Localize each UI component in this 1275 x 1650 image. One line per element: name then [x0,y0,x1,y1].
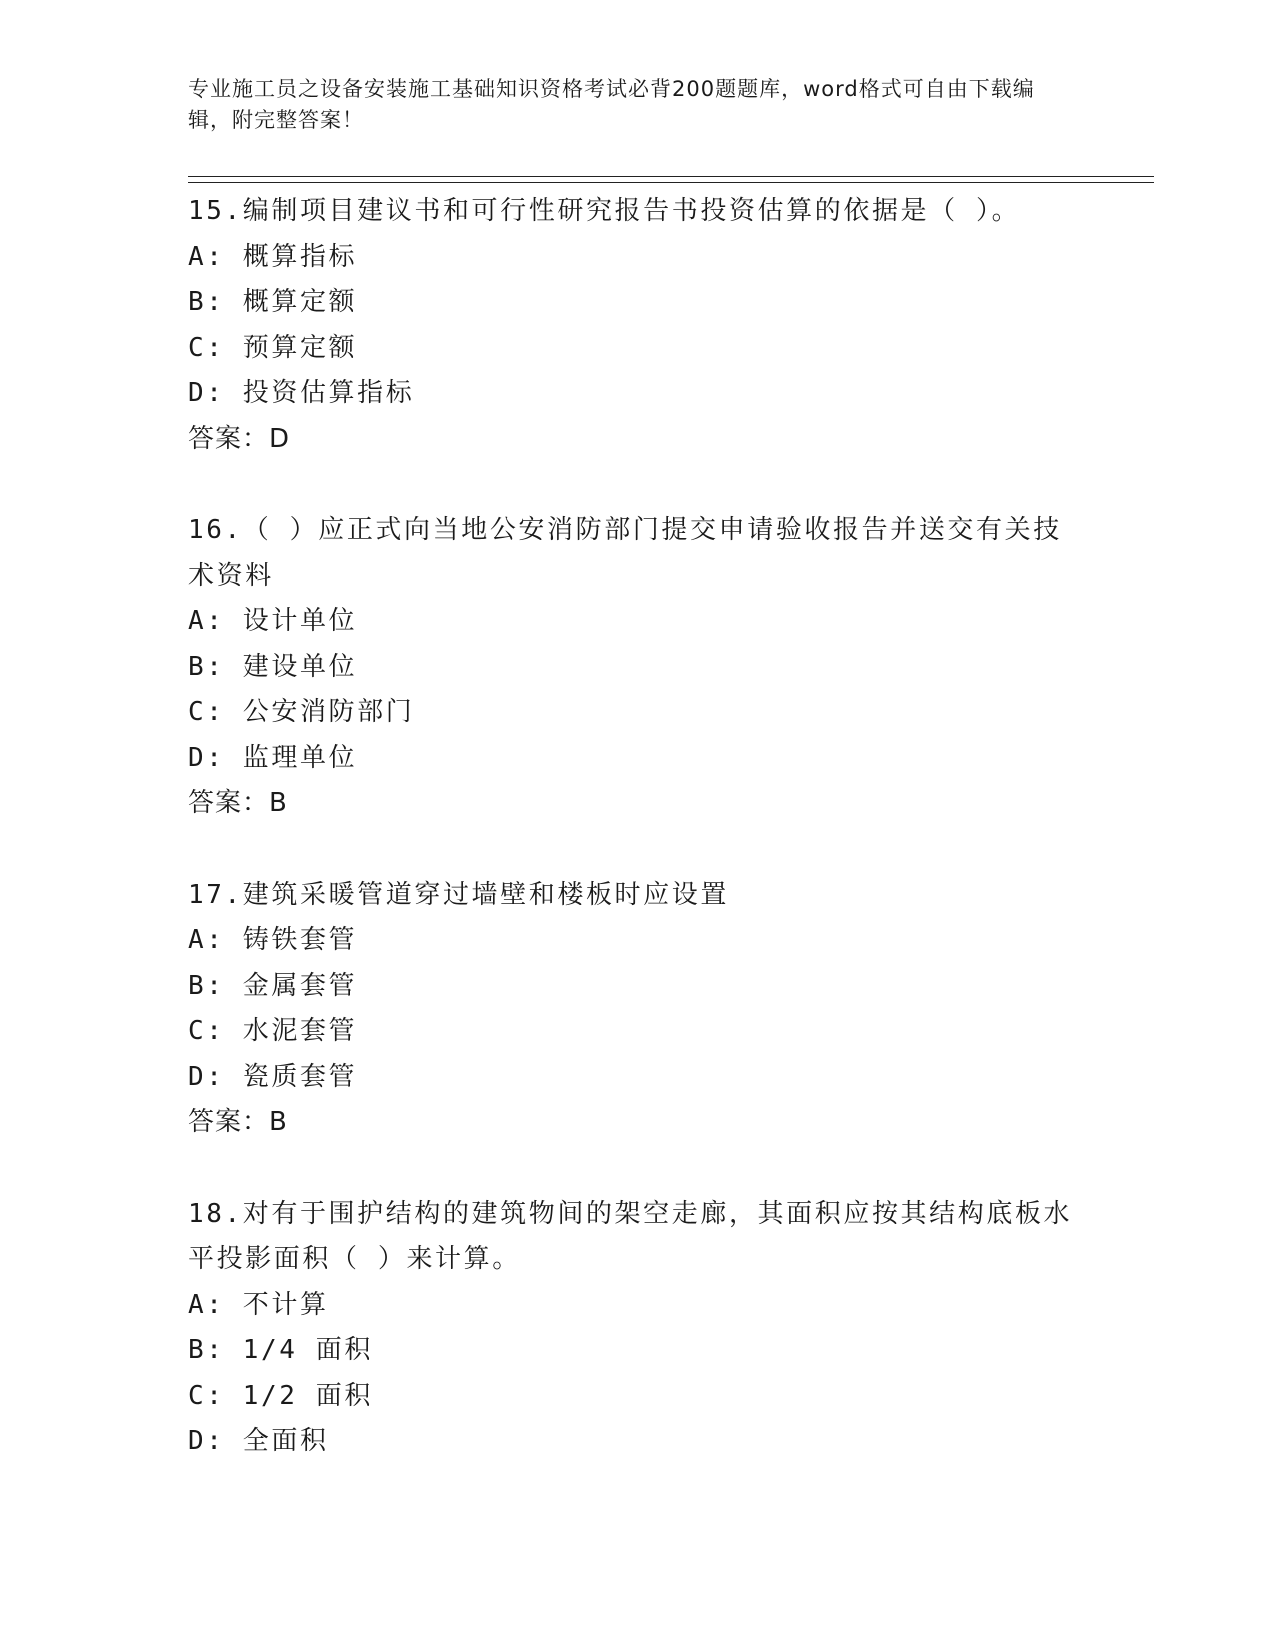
question-list [188,189,1088,1511]
answer-line: 答案：B [188,788,288,818]
document-header: 专业施工员之设备安装施工基础知识资格考试必背200题题库，word格式可自由下载编辑，附完整答案！ [188,77,1035,132]
option-a: A: 概算指标 [188,241,358,272]
question-stem: 16.（ ）应正式向当地公安消防部门提交申请验收报告并送交有关技术资料 [188,515,1062,591]
option-c: C: 预算定额 [188,332,358,363]
question-15 [188,189,1088,462]
question-18 [188,1192,1088,1465]
question-17 [188,873,1088,1146]
option-a: A: 不计算 [188,1289,329,1320]
option-d: D: 瓷质套管 [188,1061,358,1092]
header-divider-bottom [188,182,1154,183]
option-a: A: 设计单位 [188,606,358,636]
option-c: C: 公安消防部门 [188,697,415,727]
question-stem: 15.编制项目建议书和可行性研究报告书投资估算的依据是（ ）。 [188,196,1021,226]
answer-line: 答案：D [188,423,291,454]
option-c: C: 水泥套管 [188,1016,358,1046]
option-d: D: 投资估算指标 [188,378,415,408]
option-c: C: 1/2 面积 [188,1380,373,1411]
header-divider-top [188,176,1154,177]
answer-line: 答案：B [188,1107,288,1137]
option-d: D: 全面积 [188,1426,329,1456]
question-16 [188,508,1088,827]
question-stem: 18.对有于围护结构的建筑物间的架空走廊，其面积应按其结构底板水平投影面积（ ）来计算。 [188,1198,1073,1274]
option-d: D: 监理单位 [188,742,358,773]
option-b: B: 金属套管 [188,970,358,1001]
option-b: B: 1/4 面积 [188,1335,373,1365]
option-a: A: 铸铁套管 [188,925,358,955]
option-b: B: 概算定额 [188,287,358,317]
question-stem: 17.建筑采暖管道穿过墙壁和楼板时应设置 [188,879,729,910]
option-b: B: 建设单位 [188,651,358,682]
